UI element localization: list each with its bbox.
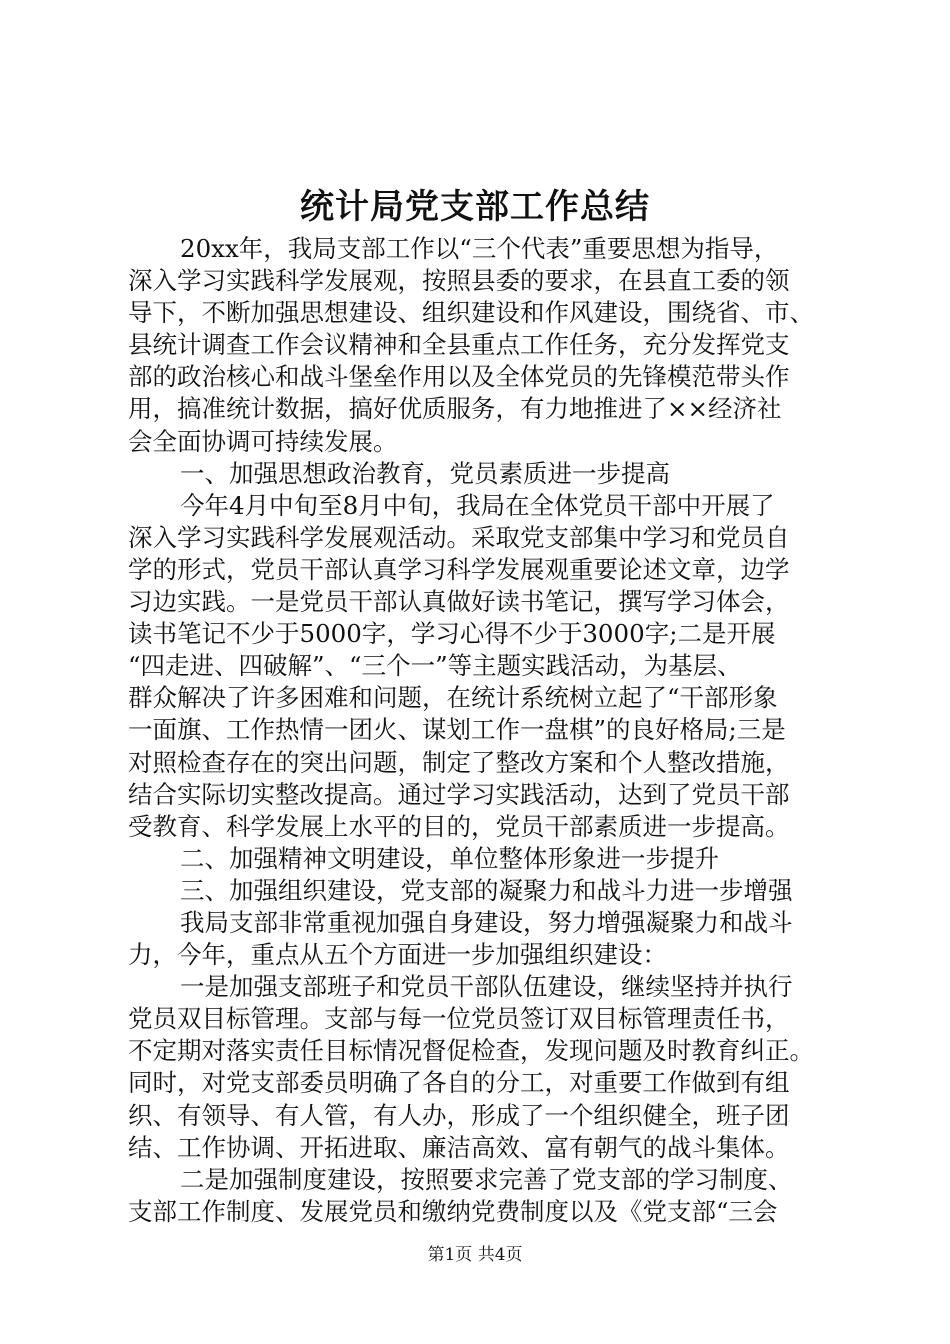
text-line: 深入学习实践科学发展观，按照县委的要求，在县直工委的领 <box>128 266 790 296</box>
page-number: 第1页 共4页 <box>427 1245 523 1265</box>
text-line: “四走进、四破解”、“三个一”等主题实践活动，为基层、 <box>128 651 742 681</box>
text-line: 县统计调查工作会议精神和全县重点工作任务，充分发挥党支 <box>128 330 790 360</box>
text-line: 结合实际切实整改提高。通过学习实践活动，达到了党员干部 <box>128 779 790 809</box>
text-line: 20xx年，我局支部工作以“三个代表”重要思想为指导， <box>180 234 779 263</box>
text-line: 不定期对落实责任目标情况督促检查，发现问题及时教育纠正。 <box>128 1036 814 1066</box>
text-line: 受教育、科学发展上水平的目的，党员干部素质进一步提高。 <box>128 811 790 841</box>
text-line: 一面旗、工作热情一团火、谋划工作一盘棋”的良好格局;三是 <box>128 715 786 745</box>
text-line: 深入学习实践科学发展观活动。采取党支部集中学习和党员自 <box>128 522 790 552</box>
section-heading: 一、加强思想政治教育，党员素质进一步提高 <box>180 458 670 488</box>
text-line: 织、有领导、有人管，有人办，形成了一个组织健全，班子团 <box>128 1100 790 1130</box>
text-line: 一是加强支部班子和党员干部队伍建设，继续坚持并执行 <box>180 972 793 1002</box>
text-line: 对照检查存在的突出问题，制定了整改方案和个人整改措施， <box>128 747 790 777</box>
text-line: 读书笔记不少于5000字，学习心得不少于3000字;二是开展 <box>128 619 776 649</box>
text-line: 二是加强制度建设，按照要求完善了党支部的学习制度、 <box>180 1164 793 1194</box>
section-heading: 三、加强组织建设，党支部的凝聚力和战斗力进一步增强 <box>180 875 793 905</box>
text-line: 力，今年，重点从五个方面进一步加强组织建设： <box>128 940 667 970</box>
text-line: 习边实践。一是党员干部认真做好读书笔记，撰写学习体会， <box>128 587 790 617</box>
text-line: 群众解决了许多困难和问题，在统计系统树立起了“干部形象 <box>128 683 778 713</box>
document-body <box>128 233 828 1228</box>
text-line: 部的政治核心和战斗堡垒作用以及全体党员的先锋模范带头作 <box>128 362 790 392</box>
text-line: 同时，对党支部委员明确了各自的分工，对重要工作做到有组 <box>128 1068 790 1098</box>
text-line: 用，搞准统计数据，搞好优质服务，有力地推进了××经济社 <box>128 394 782 424</box>
section-heading: 二、加强精神文明建设，单位整体形象进一步提升 <box>180 843 719 873</box>
text-line: 我局支部非常重视加强自身建设，努力增强凝聚力和战斗 <box>180 907 793 937</box>
text-line: 支部工作制度、发展党员和缴纳党费制度以及《党支部“三会 <box>128 1196 778 1226</box>
text-line: 导下，不断加强思想建设、组织建设和作风建设，围绕省、市、 <box>128 298 814 328</box>
text-line: 学的形式，党员干部认真学习科学发展观重要论述文章，边学 <box>128 554 790 584</box>
document-title: 统计局党支部工作总结 <box>300 187 650 227</box>
text-line: 党员双目标管理。支部与每一位党员签订双目标管理责任书， <box>128 1004 790 1034</box>
text-line: 结、工作协调、开拓进取、廉洁高效、富有朝气的战斗集体。 <box>128 1132 790 1162</box>
text-line: 今年4月中旬至8月中旬，我局在全体党员干部中开展了 <box>180 490 775 520</box>
text-line: 会全面协调可持续发展。 <box>128 426 398 456</box>
